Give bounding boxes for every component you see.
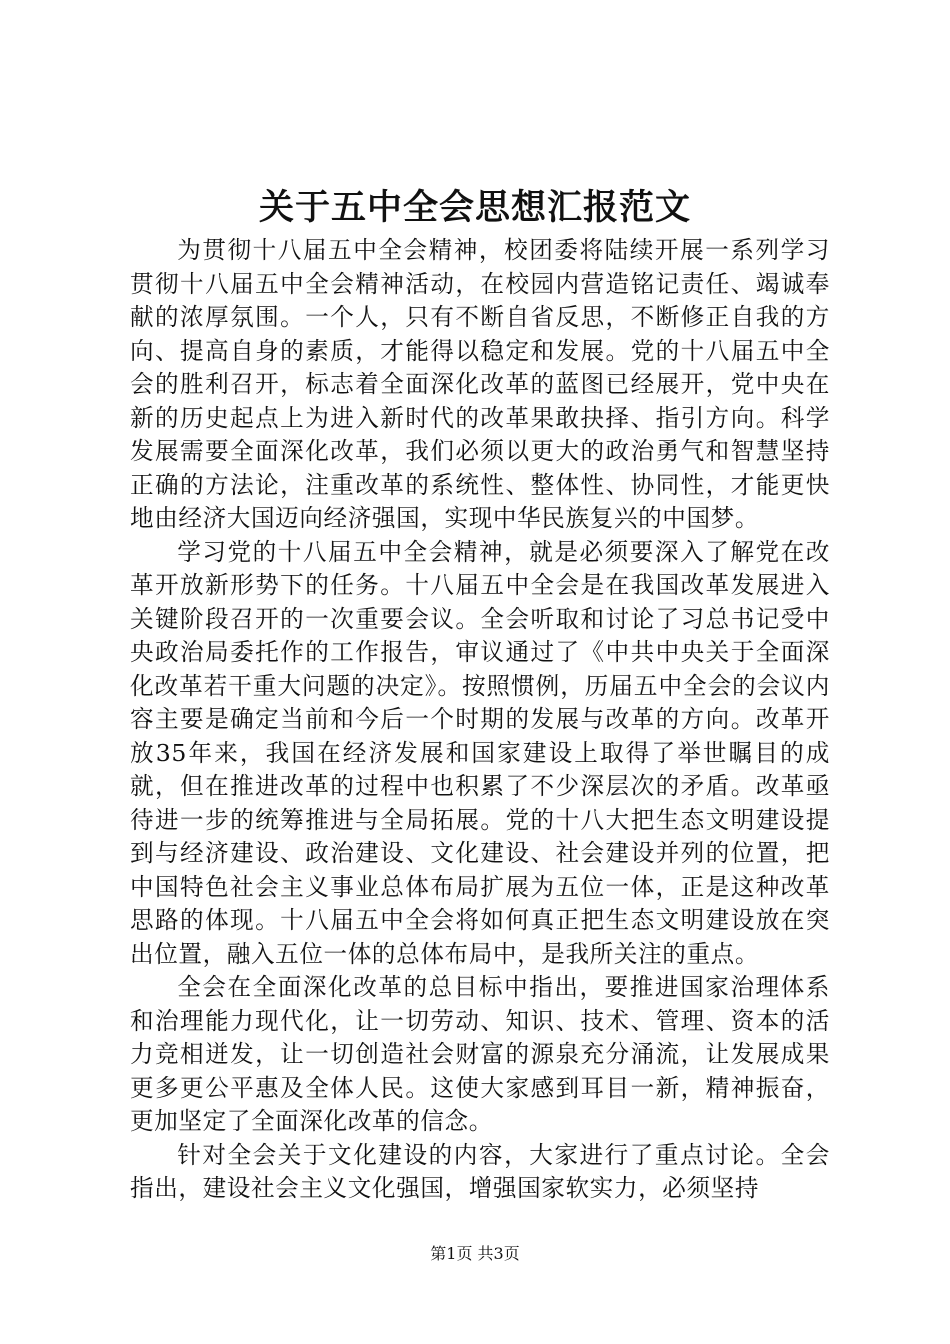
paragraph-3: 全会在全面深化改革的总目标中指出，要推进国家治理体系和治理能力现代化，让一切劳动、知识、技术、管理、资本的活力竞相迸发，让一切创造社会财富的源泉充分涌流，让发展成果更多更公平惠及全体人民。这使大家感到耳目一新，精神振奋，更加坚定了全面深化改革的信念。	[130, 973, 830, 1135]
paragraph-1: 为贯彻十八届五中全会精神，校团委将陆续开展一系列学习贯彻十八届五中全会精神活动，在校园内营造铭记责任、竭诚奉献的浓厚氛围。一个人，只有不断自省反思，不断修正自我的方向、提高自身的素质，才能得以稳定和发展。党的十八届五中全会的胜利召开，标志着全面深化改革的蓝图已经展开，党中央在新的历史起点上为进入新时代的改革果敢抉择、指引方向。科学发展需要全面深化改革，我们必须以更大的政治勇气和智慧坚持正确的方法论，注重改革的系统性、整体性、协同性，才能更快地由经济大国迈向经济强国，实现中华民族复兴的中国梦。	[130, 236, 830, 532]
paragraph-4: 针对全会关于文化建设的内容，大家进行了重点讨论。全会指出，建设社会主义文化强国，增强国家软实力，必须坚持	[130, 1140, 830, 1202]
paragraph-2: 学习党的十八届五中全会精神，就是必须要深入了解党在改革开放新形势下的任务。十八届五中全会是在我国改革发展进入关键阶段召开的一次重要会议。全会听取和讨论了习总书记受中央政治局委托作的工作报告，审议通过了《中共中央关于全面深化改革若干重大问题的决定》。按照惯例，历届五中全会的会议内容主要是确定当前和今后一个时期的发展与改革的方向。改革开放35年来，我国在经济发展和国家建设上取得了举世瞩目的成就，但在推进改革的过程中也积累了不少深层次的矛盾。改革亟待进一步的统筹推进与全局拓展。党的十八大把生态文明建设提到与经济建设、政治建设、文化建设、社会建设并列的位置，把中国特色社会主义事业总体布局扩展为五位一体，正是这种改革思路的体现。十八届五中全会将如何真正把生态文明建设放在突出位置，融入五位一体的总体布局中，是我所关注的重点。	[130, 537, 830, 968]
page-number-footer: 第1页 共3页	[430, 1244, 520, 1263]
document-body	[130, 234, 830, 1206]
document-title: 关于五中全会思想汇报范文	[258, 187, 691, 228]
